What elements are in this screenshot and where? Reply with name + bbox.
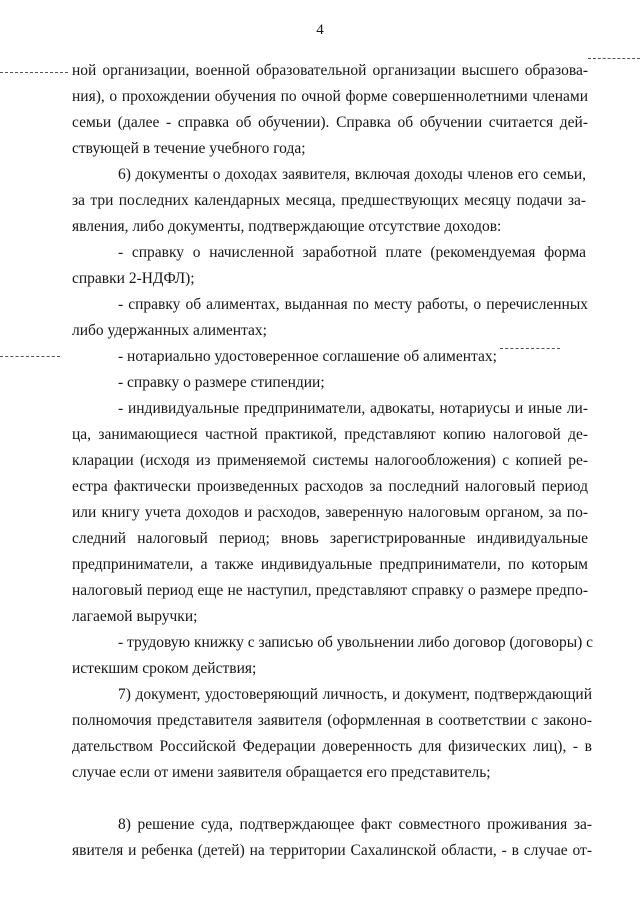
text-line: справки 2-НДФЛ); — [72, 270, 195, 287]
text-line: полномочия представителя заявителя (оформленная в соответствии с законо- — [72, 712, 592, 729]
text-line: 8) решение суда, подтверждающее факт совместного проживания за- — [118, 816, 592, 833]
text-line: за три последних календарных месяца, предшествующих месяцу подачи за- — [72, 192, 586, 209]
text-line: истекшим сроком действия; — [72, 660, 257, 677]
text-line: следний налоговый период; вновь зарегистрированные индивидуальные — [72, 530, 588, 547]
text-line: ния), о прохождении обучения по очной форме совершеннолетними членами — [72, 88, 588, 105]
text-line: - справку об алиментах, выданная по месту работы, о перечисленных — [118, 296, 588, 313]
scan-streak — [0, 356, 60, 357]
text-line: ца, занимающиеся частной практикой, представляют копию налоговой де- — [72, 426, 588, 443]
text-line: ствующей в течение учебного года; — [72, 140, 306, 157]
text-line: естра фактически произведенных расходов за последний налоговый период — [72, 478, 588, 495]
text-line: либо удержанных алиментах; — [72, 322, 267, 339]
text-line: - индивидуальные предприниматели, адвокаты, нотариусы и иные ли- — [118, 400, 588, 417]
text-line: семьи (далее - справка об обучении). Справка об обучении считается дей- — [72, 114, 588, 131]
text-line: 7) документ, удостоверяющий личность, и документ, подтверждающий — [118, 686, 592, 703]
text-line: налоговый период еще не наступил, представляют справку о размере предпо- — [72, 582, 588, 599]
scan-streak — [588, 58, 640, 59]
text-line: случае если от имени заявителя обращается его представитель; — [72, 764, 491, 781]
scan-streak — [0, 72, 68, 73]
text-line: - справку о начисленной заработной плате (рекомендуемая форма — [118, 244, 586, 261]
text-line: кларации (исходя из применяемой системы налогообложения) с копией ре- — [72, 452, 588, 469]
text-line: явления, либо документы, подтверждающие отсутствие доходов: — [72, 218, 502, 235]
text-line: лагаемой выручки; — [72, 608, 198, 625]
text-line: - трудовую книжку с записью об увольнении либо договор (договоры) с — [118, 634, 594, 651]
text-line: 6) документы о доходах заявителя, включая доходы членов его семьи, — [118, 166, 586, 183]
text-line: явителя и ребенка (детей) на территории Сахалинской области, - в случае от- — [72, 842, 592, 859]
text-line: предприниматели, а также индивидуальные предприниматели, по которым — [72, 556, 588, 573]
text-line: - справку о размере стипендии; — [118, 374, 325, 391]
text-line: или книгу учета доходов и расходов, заверенную налоговым органом, за по- — [72, 504, 588, 521]
text-line: ной организации, военной образовательной организации высшего образова- — [72, 62, 588, 79]
page-number: 4 — [316, 22, 324, 38]
scan-streak — [500, 348, 560, 349]
text-line: дательством Российской Федерации доверенность для физических лиц), - в — [72, 738, 592, 755]
text-line: - нотариально удостоверенное соглашение об алиментах; — [118, 348, 497, 365]
